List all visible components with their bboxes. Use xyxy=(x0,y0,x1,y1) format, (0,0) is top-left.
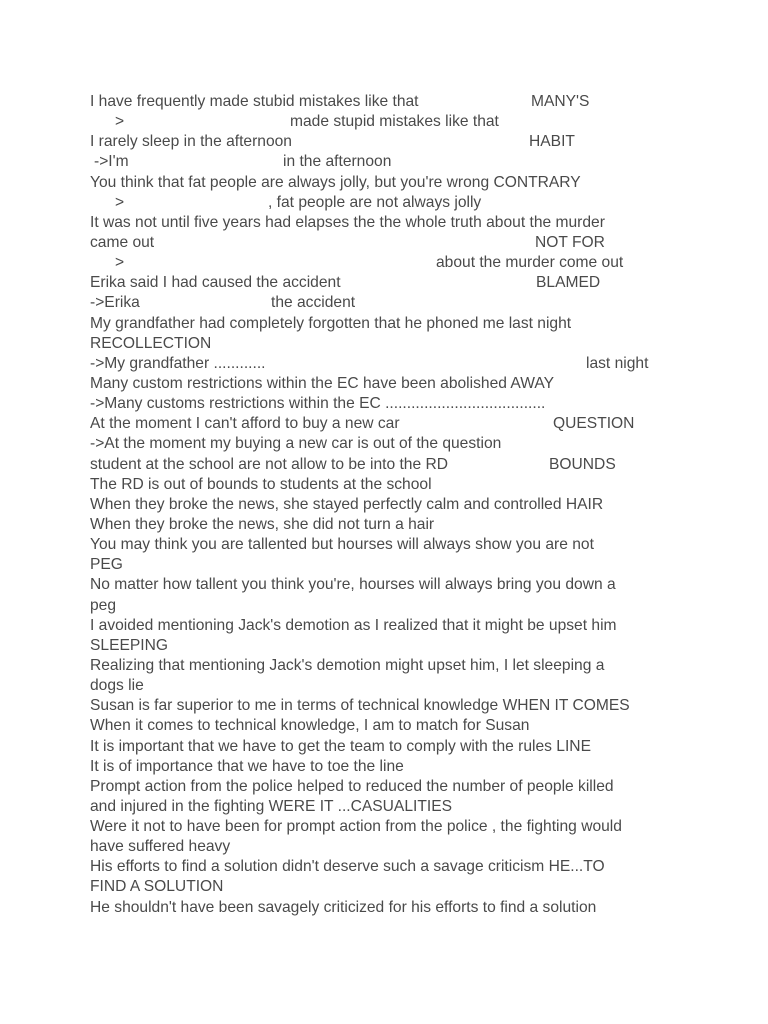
text-line xyxy=(0,334,768,354)
text-line xyxy=(0,575,768,595)
sentence-text: Prompt action from the police helped to reduced the number of people killed xyxy=(90,777,614,795)
text-line xyxy=(0,132,768,152)
sentence-text: came out xyxy=(90,233,155,251)
text-line xyxy=(0,797,768,817)
sentence-text: ->Many customs restrictions within the EC ..................................... xyxy=(90,395,546,413)
text-line xyxy=(0,253,768,273)
text-line xyxy=(0,636,768,656)
sentence-text: Realizing that mentioning Jack's demotion might upset him, I let sleeping a xyxy=(90,656,605,674)
arrow-marker: > xyxy=(115,193,125,211)
text-line xyxy=(0,555,768,575)
keyword-text: BLAMED xyxy=(536,274,601,292)
sentence-text: His efforts to find a solution didn't deserve such a savage criticism HE...TO xyxy=(90,858,605,876)
text-line xyxy=(0,716,768,736)
keyword-text: HABIT xyxy=(529,133,575,151)
arrow-marker: > xyxy=(115,254,125,272)
sentence-text: The RD is out of bounds to students at the school xyxy=(90,475,432,493)
text-line xyxy=(0,92,768,112)
sentence-text: the accident xyxy=(271,294,356,312)
text-line xyxy=(0,213,768,233)
sentence-text: ->I'm xyxy=(94,153,129,171)
text-line xyxy=(0,455,768,475)
text-line xyxy=(0,273,768,293)
sentence-text: I have frequently made stubid mistakes like that xyxy=(90,93,419,110)
text-line xyxy=(0,374,768,394)
sentence-text: last night xyxy=(586,354,649,372)
sentence-text: Erika said I had caused the accident xyxy=(90,274,341,292)
text-line xyxy=(0,233,768,253)
text-line xyxy=(0,314,768,334)
sentence-text: You may think you are tallented but hourses will always show you are not xyxy=(90,536,594,554)
text-line xyxy=(0,777,768,797)
sentence-text: You think that fat people are always jolly, but you're wrong CONTRARY xyxy=(90,173,581,191)
sentence-text: student at the school are not allow to be into the RD xyxy=(90,455,449,473)
sentence-text: Were it not to have been for prompt action from the police , the fighting would xyxy=(90,818,622,836)
text-line xyxy=(0,757,768,777)
text-line xyxy=(0,817,768,837)
text-line xyxy=(0,898,768,918)
keyword-text: QUESTION xyxy=(553,415,635,433)
keyword-text: BOUNDS xyxy=(549,455,616,473)
sentence-text: have suffered heavy xyxy=(90,838,231,856)
sentence-text: It is of importance that we have to toe the line xyxy=(90,757,404,775)
text-line xyxy=(0,112,768,132)
text-line xyxy=(0,293,768,313)
text-line xyxy=(0,434,768,454)
sentence-text: It is important that we have to get the team to comply with the rules LINE xyxy=(90,737,591,755)
text-line xyxy=(0,737,768,757)
sentence-text: When they broke the news, she did not turn a hair xyxy=(90,515,435,533)
sentence-text: When they broke the news, she stayed perfectly calm and controlled HAIR xyxy=(90,495,604,513)
sentence-text: When it comes to technical knowledge, I am to match for Susan xyxy=(90,717,530,735)
text-line xyxy=(0,616,768,636)
sentence-text: It was not until five years had elapses the the whole truth about the murder xyxy=(90,213,605,231)
text-line xyxy=(0,676,768,696)
sentence-text: made stupid mistakes like that xyxy=(290,113,499,131)
sentence-text: peg xyxy=(90,596,117,614)
text-line xyxy=(0,515,768,535)
text-line xyxy=(0,414,768,434)
text-line xyxy=(0,837,768,857)
text-line xyxy=(0,354,768,374)
sentence-text: ->At the moment my buying a new car is out of the question xyxy=(90,435,502,453)
arrow-marker: > xyxy=(115,113,125,131)
text-line xyxy=(0,656,768,676)
text-line xyxy=(0,596,768,616)
text-line xyxy=(0,193,768,213)
text-line xyxy=(0,173,768,193)
sentence-text: about the murder come out xyxy=(436,254,624,272)
keyword-text: SLEEPING xyxy=(90,636,168,654)
text-line xyxy=(0,696,768,716)
keyword-text: RECOLLECTION xyxy=(90,334,212,352)
keyword-text: FIND A SOLUTION xyxy=(90,878,224,896)
sentence-text: At the moment I can't afford to buy a new car xyxy=(90,415,400,433)
text-line xyxy=(0,535,768,555)
sentence-text: My grandfather had completely forgotten that he phoned me last night xyxy=(90,314,572,332)
sentence-text: in the afternoon xyxy=(283,153,392,171)
sentence-text: , fat people are not always jolly xyxy=(268,193,482,211)
sentence-text: ->Erika xyxy=(90,294,140,312)
sentence-text: I avoided mentioning Jack's demotion as I realized that it might be upset him xyxy=(90,616,617,634)
sentence-text: Many custom restrictions within the EC have been abolished AWAY xyxy=(90,374,554,392)
sentence-text: I rarely sleep in the afternoon xyxy=(90,133,292,151)
keyword-text: PEG xyxy=(90,556,123,574)
keyword-text: MANY'S xyxy=(531,93,590,110)
sentence-text: dogs lie xyxy=(90,677,144,695)
text-line xyxy=(0,877,768,897)
text-line xyxy=(0,394,768,414)
sentence-text: Susan is far superior to me in terms of technical knowledge WHEN IT COMES xyxy=(90,697,630,715)
text-line xyxy=(0,495,768,515)
sentence-text: He shouldn't have been savagely criticized for his efforts to find a solution xyxy=(90,898,597,916)
sentence-text: No matter how tallent you think you're, hourses will always bring you down a xyxy=(90,576,616,594)
document-body xyxy=(0,92,768,918)
text-line xyxy=(0,857,768,877)
sentence-text: ->My grandfather ............ xyxy=(90,354,266,372)
text-line xyxy=(0,152,768,172)
sentence-text: and injured in the fighting WERE IT ...CASUALITIES xyxy=(90,797,452,815)
text-line xyxy=(0,475,768,495)
keyword-text: NOT FOR xyxy=(535,233,605,251)
